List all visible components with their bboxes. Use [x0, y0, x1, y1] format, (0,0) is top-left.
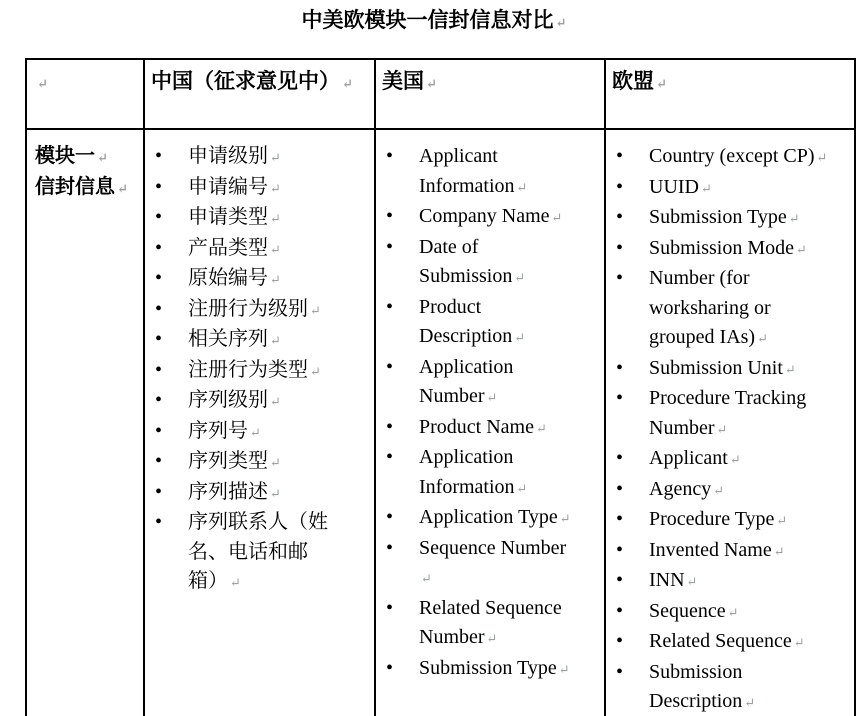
- item-text: Agency: [649, 477, 712, 500]
- bullet-icon: •: [155, 206, 163, 228]
- item-text: Invented Name: [649, 538, 772, 561]
- header-label-usa: 美国: [382, 69, 424, 93]
- bullet-icon: •: [616, 267, 624, 289]
- item-text: Submission Type: [649, 206, 787, 228]
- bullet-icon: •: [386, 355, 394, 378]
- page-title: 中美欧模块一信封信息对比 ↵: [301, 8, 567, 32]
- bullet-icon: •: [386, 656, 394, 679]
- item-text: Country (except CP): [649, 145, 815, 167]
- item-text: Applicant: [649, 447, 728, 469]
- bullet-icon: •: [155, 145, 163, 167]
- item-text: Submission Type: [419, 656, 557, 679]
- item-text: Date of Submission: [419, 235, 513, 287]
- bullet-icon: •: [155, 236, 163, 259]
- list-item: • Product Name ↵: [376, 413, 604, 444]
- list-item: • Invented Name ↵: [606, 536, 854, 567]
- bullet-icon: •: [386, 235, 394, 258]
- bullet-icon: •: [155, 175, 163, 198]
- item-text: 序列号: [188, 419, 248, 442]
- list-item: • Agency ↵: [606, 475, 854, 506]
- bullet-icon: •: [155, 419, 163, 442]
- list-item: • Number (for worksharing or grouped IAs) ↵: [606, 264, 854, 354]
- bullet-icon: •: [386, 415, 394, 438]
- bullet-icon: •: [155, 328, 163, 350]
- eu-items-cell: [605, 129, 855, 716]
- item-text: 序列描述: [188, 480, 268, 503]
- header-row: [26, 59, 855, 129]
- bullet-icon: •: [386, 536, 394, 559]
- row-label-line: 模块一 ↵: [35, 145, 108, 167]
- eu-feature-list: [606, 142, 854, 716]
- bullet-icon: •: [616, 630, 624, 652]
- list-item: • Application Number ↵: [376, 353, 604, 413]
- item-text: Number (for worksharing or grouped IAs): [649, 267, 771, 348]
- item-text: 原始编号: [188, 267, 268, 289]
- bullet-icon: •: [616, 387, 624, 409]
- item-text: 序列类型: [188, 450, 268, 472]
- usa-feature-list: [376, 142, 604, 684]
- header-cell-usa: 美国 ↵: [375, 59, 605, 129]
- item-text: 注册行为类型: [188, 358, 308, 381]
- module-one-row: [26, 129, 855, 716]
- bullet-icon: •: [616, 599, 624, 622]
- item-text: UUID: [649, 175, 699, 198]
- usa-items-cell: [375, 129, 605, 716]
- item-text: Product Description: [419, 295, 513, 347]
- item-text: Applicant Information: [419, 145, 515, 197]
- item-text: Application Type: [419, 506, 558, 528]
- item-text: 相关序列: [188, 328, 268, 350]
- item-text: Submission Unit: [649, 356, 783, 379]
- bullet-icon: •: [386, 446, 394, 468]
- list-item: • Submission Type ↵: [376, 654, 604, 685]
- list-item: • INN ↵: [606, 566, 854, 597]
- item-text: 产品类型: [188, 236, 268, 259]
- list-item: • Application Information ↵: [376, 443, 604, 503]
- list-item: • 申请类型 ↵: [145, 203, 374, 234]
- item-text: Company Name: [419, 205, 550, 227]
- bullet-icon: •: [386, 506, 394, 528]
- item-text: Submission Mode: [649, 236, 795, 259]
- item-text: Sequence: [649, 599, 726, 622]
- bullet-icon: •: [155, 450, 163, 472]
- list-item: • UUID ↵: [606, 173, 854, 204]
- list-item: • 序列级别 ↵: [145, 386, 374, 417]
- bullet-icon: •: [616, 477, 624, 500]
- comparison-table: [25, 58, 856, 716]
- item-text: INN: [649, 569, 685, 591]
- list-item: • 注册行为级别 ↵: [145, 295, 374, 326]
- row-label: [35, 142, 139, 203]
- bullet-icon: •: [616, 569, 624, 591]
- list-item: • Submission Description ↵: [606, 658, 854, 716]
- bullet-icon: •: [616, 538, 624, 561]
- list-item: • Sequence Number↵: [376, 534, 604, 594]
- list-item: • Applicant Information ↵: [376, 142, 604, 202]
- bullet-icon: •: [155, 358, 163, 381]
- item-text: Procedure Tracking Number: [649, 387, 807, 439]
- list-item: • Submission Unit ↵: [606, 354, 854, 385]
- item-text: Submission Description: [649, 660, 743, 712]
- item-text: Application Number: [419, 355, 514, 407]
- list-item: • 原始编号 ↵: [145, 264, 374, 295]
- row-label-line: 信封信息 ↵: [35, 175, 128, 198]
- list-item: • Application Type ↵: [376, 503, 604, 534]
- list-item: • Product Description ↵: [376, 293, 604, 353]
- item-text: Related Sequence: [649, 630, 792, 652]
- bullet-icon: •: [386, 205, 394, 227]
- list-item: • 产品类型 ↵: [145, 234, 374, 265]
- china-feature-list: [145, 142, 374, 598]
- bullet-icon: •: [616, 447, 624, 469]
- bullet-icon: •: [616, 206, 624, 228]
- item-text: 注册行为级别: [188, 297, 308, 320]
- bullet-icon: •: [616, 175, 624, 198]
- list-item: • 序列联系人（姓名、电话和邮箱） ↵: [145, 508, 374, 598]
- list-item: • 序列类型 ↵: [145, 447, 374, 478]
- page-title-text: 中美欧模块一信封信息对比: [301, 8, 554, 32]
- list-item: • Date of Submission ↵: [376, 233, 604, 293]
- bullet-icon: •: [386, 596, 394, 619]
- bullet-icon: •: [616, 145, 624, 167]
- header-cell-blank: ↵: [26, 59, 144, 129]
- item-text: Application Information: [419, 446, 515, 498]
- header-label-eu: 欧盟: [612, 69, 654, 93]
- item-text: 序列联系人（姓名、电话和邮箱）: [188, 511, 328, 592]
- list-item: • 申请编号 ↵: [145, 173, 374, 204]
- bullet-icon: •: [155, 389, 163, 411]
- bullet-icon: •: [616, 508, 624, 530]
- bullet-icon: •: [616, 236, 624, 259]
- item-text: 序列级别: [188, 389, 268, 411]
- row-label-cell: [26, 129, 144, 716]
- item-text: Procedure Type: [649, 508, 775, 530]
- bullet-icon: •: [616, 660, 624, 683]
- list-item: • Submission Type ↵: [606, 203, 854, 234]
- list-item: • Sequence ↵: [606, 597, 854, 628]
- header-label-china: 中国（征求意见中）: [151, 69, 340, 93]
- list-item: • 相关序列 ↵: [145, 325, 374, 356]
- item-text: 申请级别: [188, 145, 268, 167]
- header-cell-eu: 欧盟 ↵: [605, 59, 855, 129]
- list-item: • Submission Mode ↵: [606, 234, 854, 265]
- item-text: Sequence Number: [419, 536, 567, 559]
- bullet-icon: •: [155, 267, 163, 289]
- item-text: 申请类型: [188, 206, 268, 228]
- list-item: • Related Sequence ↵: [606, 627, 854, 658]
- list-item: • 注册行为类型 ↵: [145, 356, 374, 387]
- china-items-cell: [144, 129, 375, 716]
- item-text: Related Sequence Number: [419, 596, 562, 648]
- list-item: • Procedure Tracking Number ↵: [606, 384, 854, 444]
- header-cell-china: 中国（征求意见中） ↵: [144, 59, 375, 129]
- list-item: • 申请级别 ↵: [145, 142, 374, 173]
- bullet-icon: •: [155, 480, 163, 503]
- bullet-icon: •: [386, 295, 394, 318]
- bullet-icon: •: [386, 145, 394, 167]
- list-item: • 序列描述 ↵: [145, 478, 374, 509]
- list-item: • 序列号 ↵: [145, 417, 374, 448]
- bullet-icon: •: [155, 297, 163, 320]
- item-text: Product Name: [419, 415, 534, 438]
- list-item: • Company Name ↵: [376, 202, 604, 233]
- list-item: • Applicant ↵: [606, 444, 854, 475]
- bullet-icon: •: [155, 511, 163, 533]
- list-item: • Procedure Type ↵: [606, 505, 854, 536]
- bullet-icon: •: [616, 356, 624, 379]
- item-text: 申请编号: [188, 175, 268, 198]
- list-item: • Related Sequence Number ↵: [376, 594, 604, 654]
- list-item: • Country (except CP) ↵: [606, 142, 854, 173]
